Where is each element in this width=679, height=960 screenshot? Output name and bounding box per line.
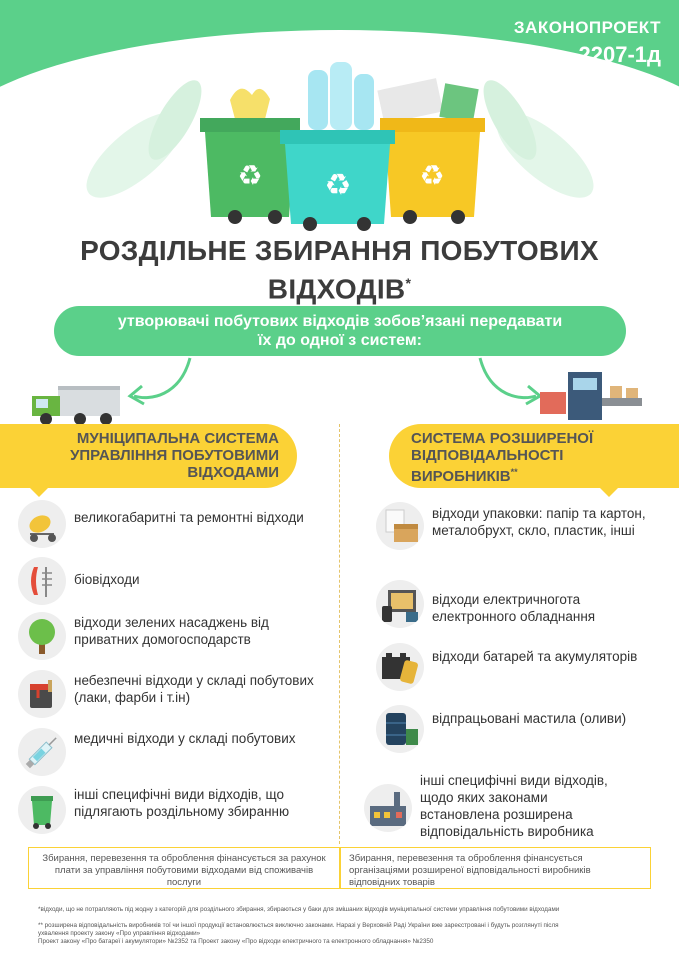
- list-item: [376, 580, 666, 628]
- footnote-2a: ** розширена відповідальність виробників тої чи іншої продукції встановлюється виключно законами. Наразі у Верховній Раді України вже зареєстровані і будуть розглянуті після: [38, 922, 559, 929]
- factory-icon: [364, 784, 412, 832]
- municipal-header-notch: [30, 488, 48, 497]
- list-item: [18, 500, 318, 548]
- producer-head-line-3-text: ВИРОБНИКІВ: [411, 468, 511, 485]
- footnote-1: *відходи, що не потрапляють під жодну з категорій для роздільного збирання, збираються у баки для змішаних відходів муніципальної системи управління побутовими відходами: [38, 906, 560, 913]
- svg-text:♻: ♻: [324, 168, 352, 203]
- item-text: інші специфічні види відходів, щодо яких законами встановлена розширена відповідальність виробника: [420, 773, 608, 839]
- list-item: [376, 643, 666, 691]
- production-machine-icon: [540, 370, 645, 425]
- apple-core-fishbone-icon: [18, 557, 66, 605]
- list-item: [18, 557, 318, 605]
- item-text: медичні відходи у складі побутових: [74, 731, 296, 746]
- producer-head-line-1: СИСТЕМА РОЗШИРЕНОЇ: [411, 430, 594, 447]
- municipal-funding-note: Збирання, перевезення та оброблення фінансується за рахунок плати за управління побутовими відходами від споживачів послуги: [28, 847, 340, 889]
- list-item: [364, 772, 666, 840]
- teal-bin-icon: [280, 130, 395, 231]
- syringe-icon: [18, 728, 66, 776]
- municipal-head-line-2: УПРАВЛІННЯ ПОБУТОВИМИ: [70, 447, 279, 464]
- banner-line-1: утворювачі побутових відходів зобов’язані передавати: [117, 313, 563, 330]
- yellow-bin-icon: [380, 118, 485, 224]
- title-footnote-mark: *: [405, 275, 412, 291]
- list-item: [376, 705, 666, 753]
- list-item: [18, 728, 318, 776]
- producer-funding-note: Збирання, перевезення та оброблення фінансується організаціями розширеної відповідальності виробників відповідних товарів: [340, 847, 651, 889]
- item-text: відпрацьовані мастила (оливи): [432, 711, 627, 726]
- obligation-banner: [54, 306, 626, 356]
- producer-header-notch: [600, 488, 618, 497]
- column-divider: [339, 424, 340, 844]
- municipal-head-line-1: МУНІЦИПАЛЬНА СИСТЕМА: [76, 430, 279, 447]
- list-item: [18, 786, 318, 834]
- title-line-2: [0, 267, 679, 305]
- left-arrow-icon: [120, 356, 200, 416]
- municipal-head-line-3: ВІДХОДАМИ: [187, 464, 279, 481]
- producer-footnote-mark: **: [510, 467, 518, 477]
- item-text: відходи зелених насаджень від приватних домогосподарств: [74, 615, 269, 647]
- oil-barrel-icon: [376, 705, 424, 753]
- footnote-2c: Проект закону «Про батареї і акумулятори» №2352 та Проект закону «Про відходи електричного та електронного обладнання» №2350: [38, 938, 434, 945]
- page-title: [0, 234, 679, 305]
- item-text: біовідходи: [74, 572, 140, 587]
- item-text: небезпечні відходи у складі побутових (лаки, фарби і т.ін): [74, 673, 314, 705]
- tree-icon: [18, 612, 66, 660]
- list-item: [376, 502, 666, 550]
- producer-head-line-3: [411, 464, 679, 485]
- title-line-1: РОЗДІЛЬНЕ ЗБИРАННЯ ПОБУТОВИХ: [80, 235, 599, 266]
- banner-line-2: їх до одної з систем:: [257, 332, 423, 349]
- producer-system-header: [389, 424, 679, 488]
- garbage-truck-icon: [30, 380, 130, 428]
- title-line-2-text: ВІДХОДІВ: [267, 273, 406, 305]
- battery-icon: [376, 643, 424, 691]
- bill-label: ЗАКОНОПРОЕКТ: [513, 18, 661, 37]
- cement-mixer-icon: [18, 500, 66, 548]
- electronics-icon: [376, 580, 424, 628]
- list-item: [18, 670, 318, 718]
- item-text: інші специфічні види відходів, що підлягають роздільному збиранню: [74, 787, 290, 819]
- footnote-2b: ухвалення проекту закону «Про управління відходами»: [38, 930, 201, 937]
- producer-head-line-2: ВІДПОВІДАЛЬНОСТІ: [411, 447, 564, 464]
- svg-text:♻: ♻: [237, 159, 263, 192]
- svg-text:♻: ♻: [419, 159, 445, 192]
- municipal-system-header: [0, 424, 297, 488]
- right-arrow-icon: [470, 356, 550, 416]
- list-item: [18, 612, 318, 660]
- item-text: великогабаритні та ремонтні відходи: [74, 510, 304, 525]
- paint-can-icon: [18, 670, 66, 718]
- green-bin-icon: [18, 786, 66, 834]
- item-text: відходи батарей та акумуляторів: [432, 649, 638, 664]
- item-text: відходи упаковки: папір та картон, металобрухт, скло, пластик, інші: [432, 506, 646, 538]
- recycling-bins-illustration: [80, 60, 600, 235]
- packaging-box-icon: [376, 502, 424, 550]
- bill-id: 2207-1д: [578, 42, 661, 67]
- item-text: відходи електричногота електронного обладнання: [432, 592, 596, 624]
